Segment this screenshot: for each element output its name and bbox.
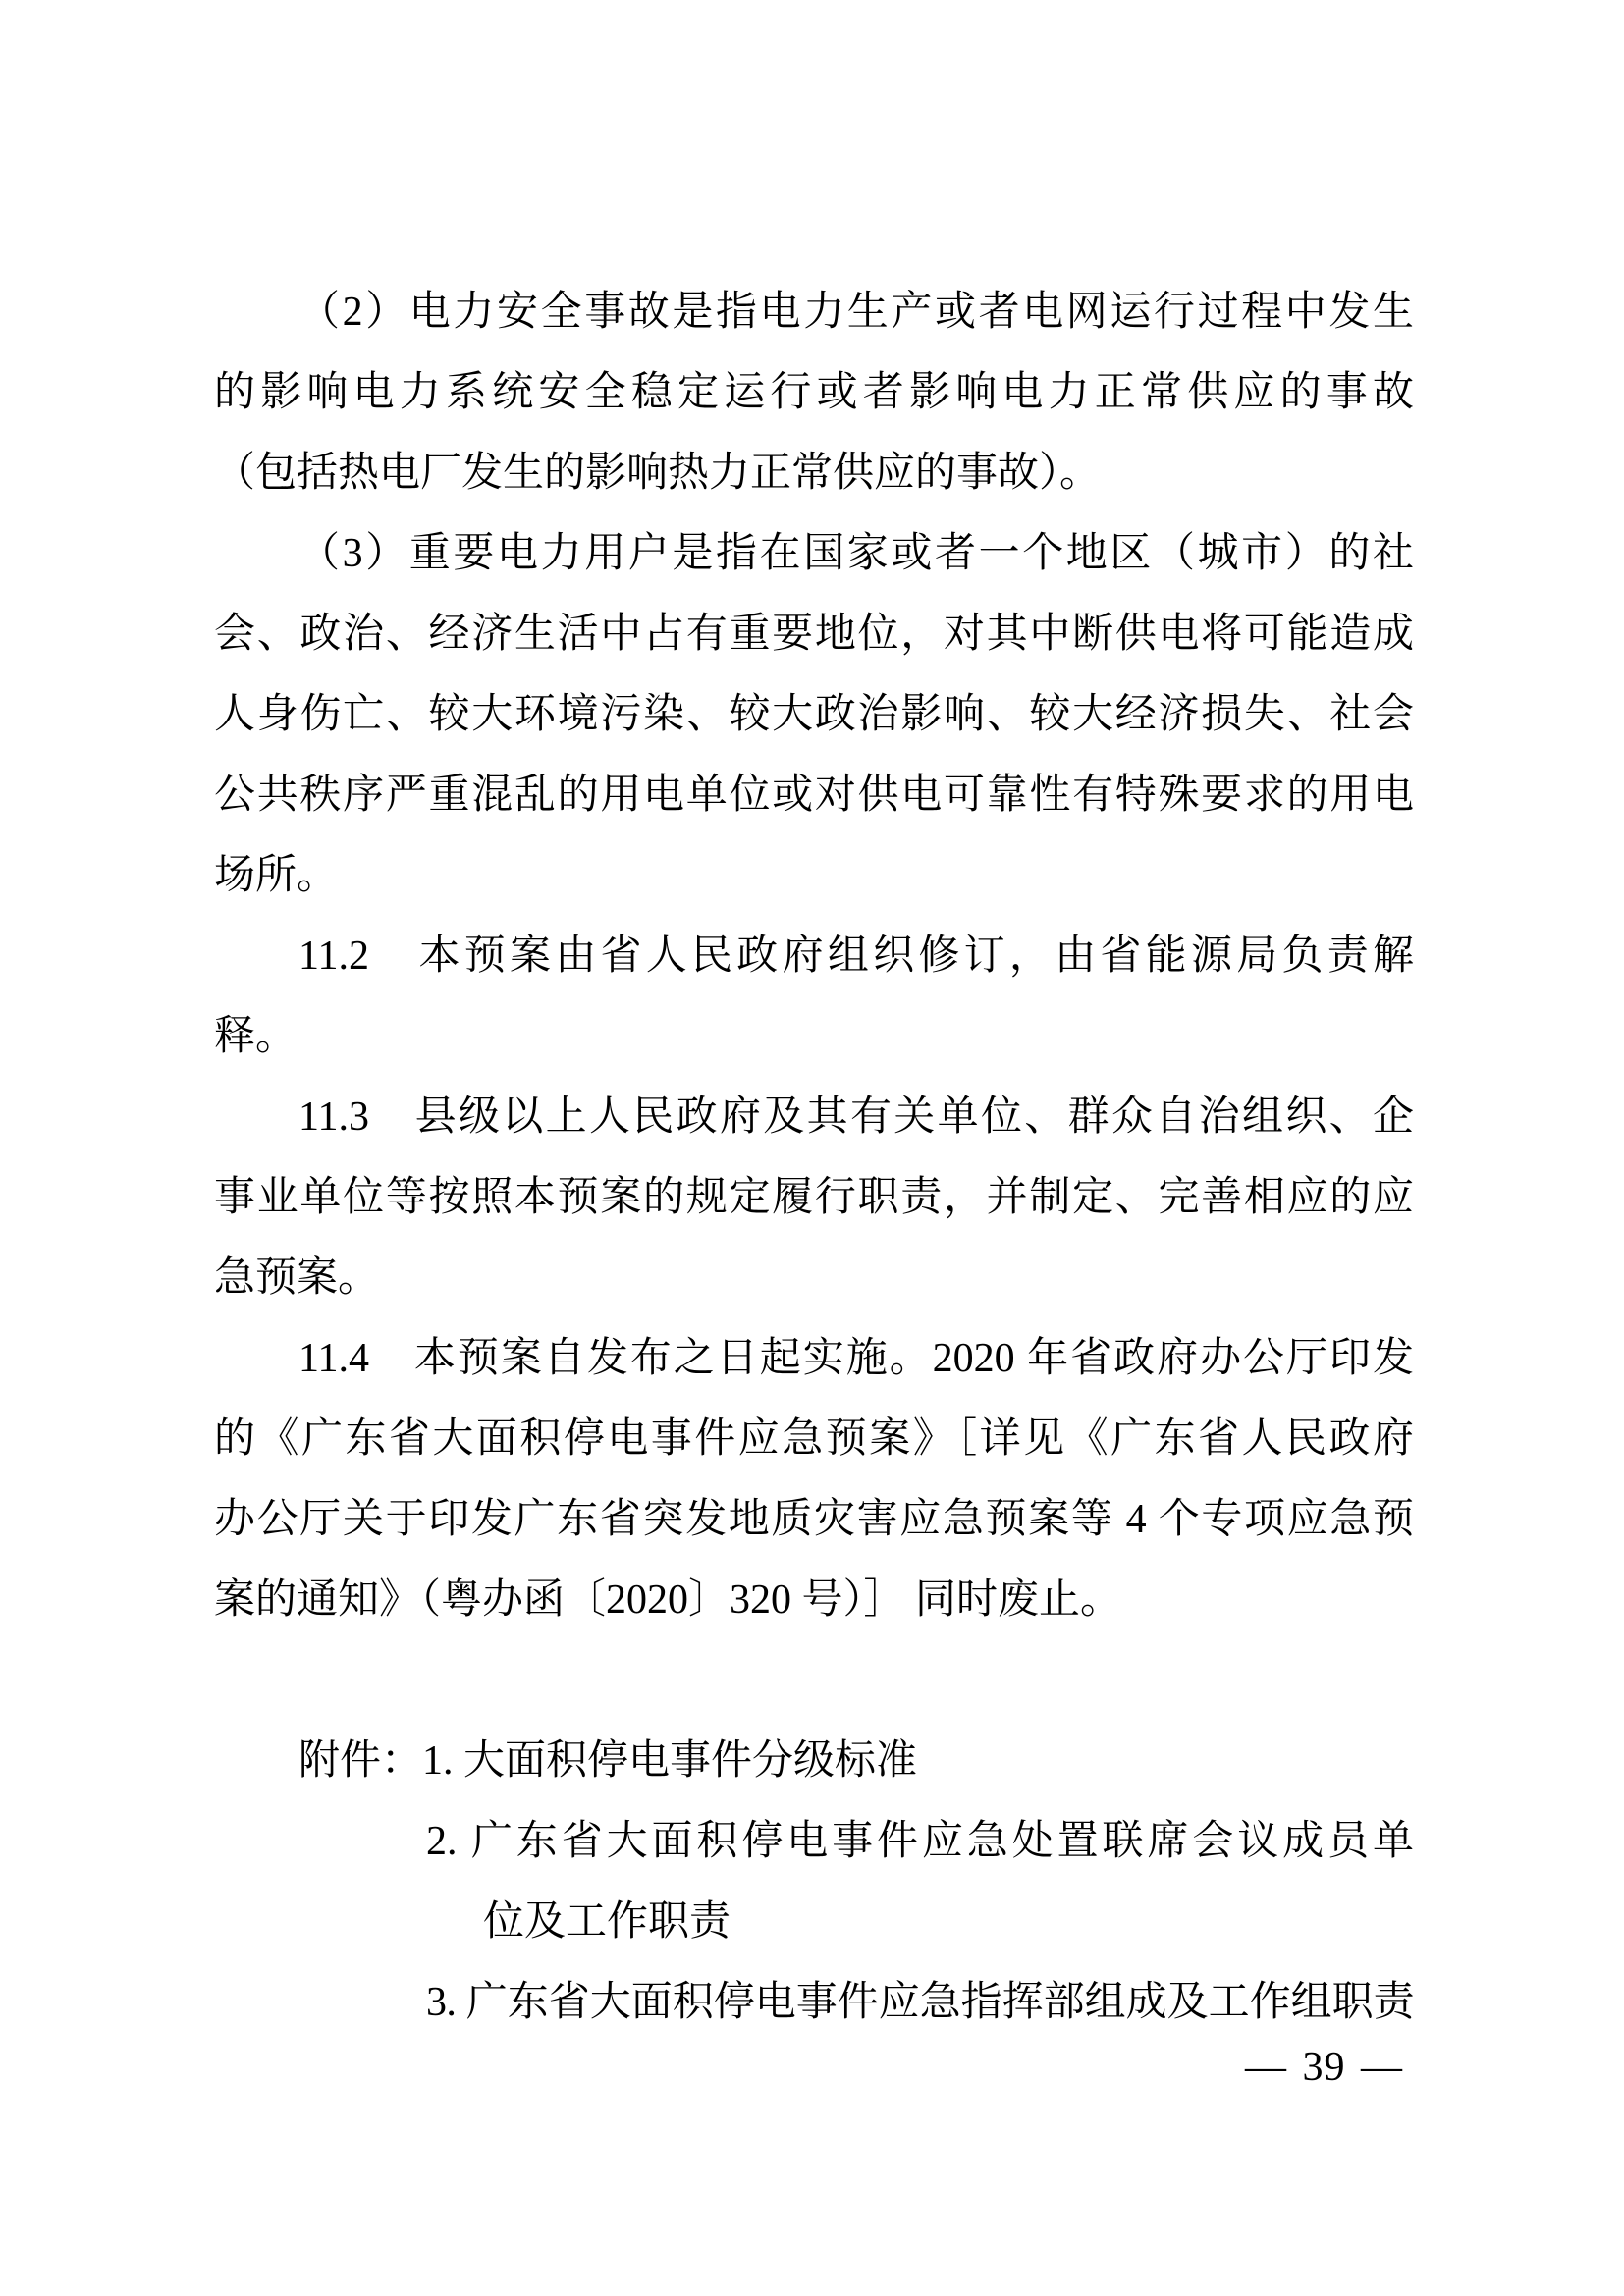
section-11-2-line: 11.2 本预案由省人民政府组织修订，由省能源局负责解 (298, 934, 1414, 979)
text-line: 人身伤亡、较大环境污染、较大政治影响、较大经济损失、社会 (214, 692, 1414, 737)
text-line: 事业单位等按照本预案的规定履行职责，并制定、完善相应的应 (214, 1175, 1414, 1220)
section-11-4-line: 11.4 本预案自发布之日起实施。2020 年省政府办公厅印发 (298, 1336, 1414, 1381)
text-line: 释。 (214, 1014, 298, 1059)
text-line: （3）重要电力用户是指在国家或者一个地区（城市）的社 (298, 531, 1414, 576)
attachment-header-line: 附件：1. 大面积停电事件分级标准 (298, 1738, 918, 1784)
text-line: 的影响电力系统安全稳定运行或者影响电力正常供应的事故 (214, 370, 1414, 415)
text-line: （包括热电厂发生的影响热力正常供应的事故）。 (214, 451, 1102, 496)
attachment-list-item: 3. 广东省大面积停电事件应急指挥部组成及工作组职责 (426, 1980, 1414, 2025)
text-line: 办公厅关于印发广东省突发地质灾害应急预案等 4 个专项应急预 (214, 1497, 1414, 1542)
text-line: （2）电力安全事故是指电力生产或者电网运行过程中发生 (298, 290, 1414, 335)
text-line: 场所。 (214, 853, 339, 898)
text-line: 会、政治、经济生活中占有重要地位，对其中断供电将可能造成 (214, 612, 1414, 657)
text-line: 的《广东省大面积停电事件应急预案》［详见《广东省人民政府 (214, 1416, 1414, 1462)
attachment-list-item-continuation: 位及工作职责 (483, 1899, 731, 1945)
text-line: 公共秩序严重混乱的用电单位或对供电可靠性有特殊要求的用电 (214, 773, 1414, 818)
document-body (214, 272, 1414, 2043)
text-line: 案的通知》（粤办函〔2020〕320 号）］ 同时废止。 (214, 1577, 1122, 1623)
page-number: — 39 — (1245, 2045, 1403, 2090)
attachment-list-item: 2. 广东省大面积停电事件应急处置联席会议成员单 (426, 1819, 1414, 1864)
text-line: 急预案。 (214, 1255, 380, 1301)
section-11-3-line: 11.3 县级以上人民政府及其有关单位、群众自治组织、企 (298, 1095, 1414, 1140)
blank-line (214, 1640, 1414, 1721)
